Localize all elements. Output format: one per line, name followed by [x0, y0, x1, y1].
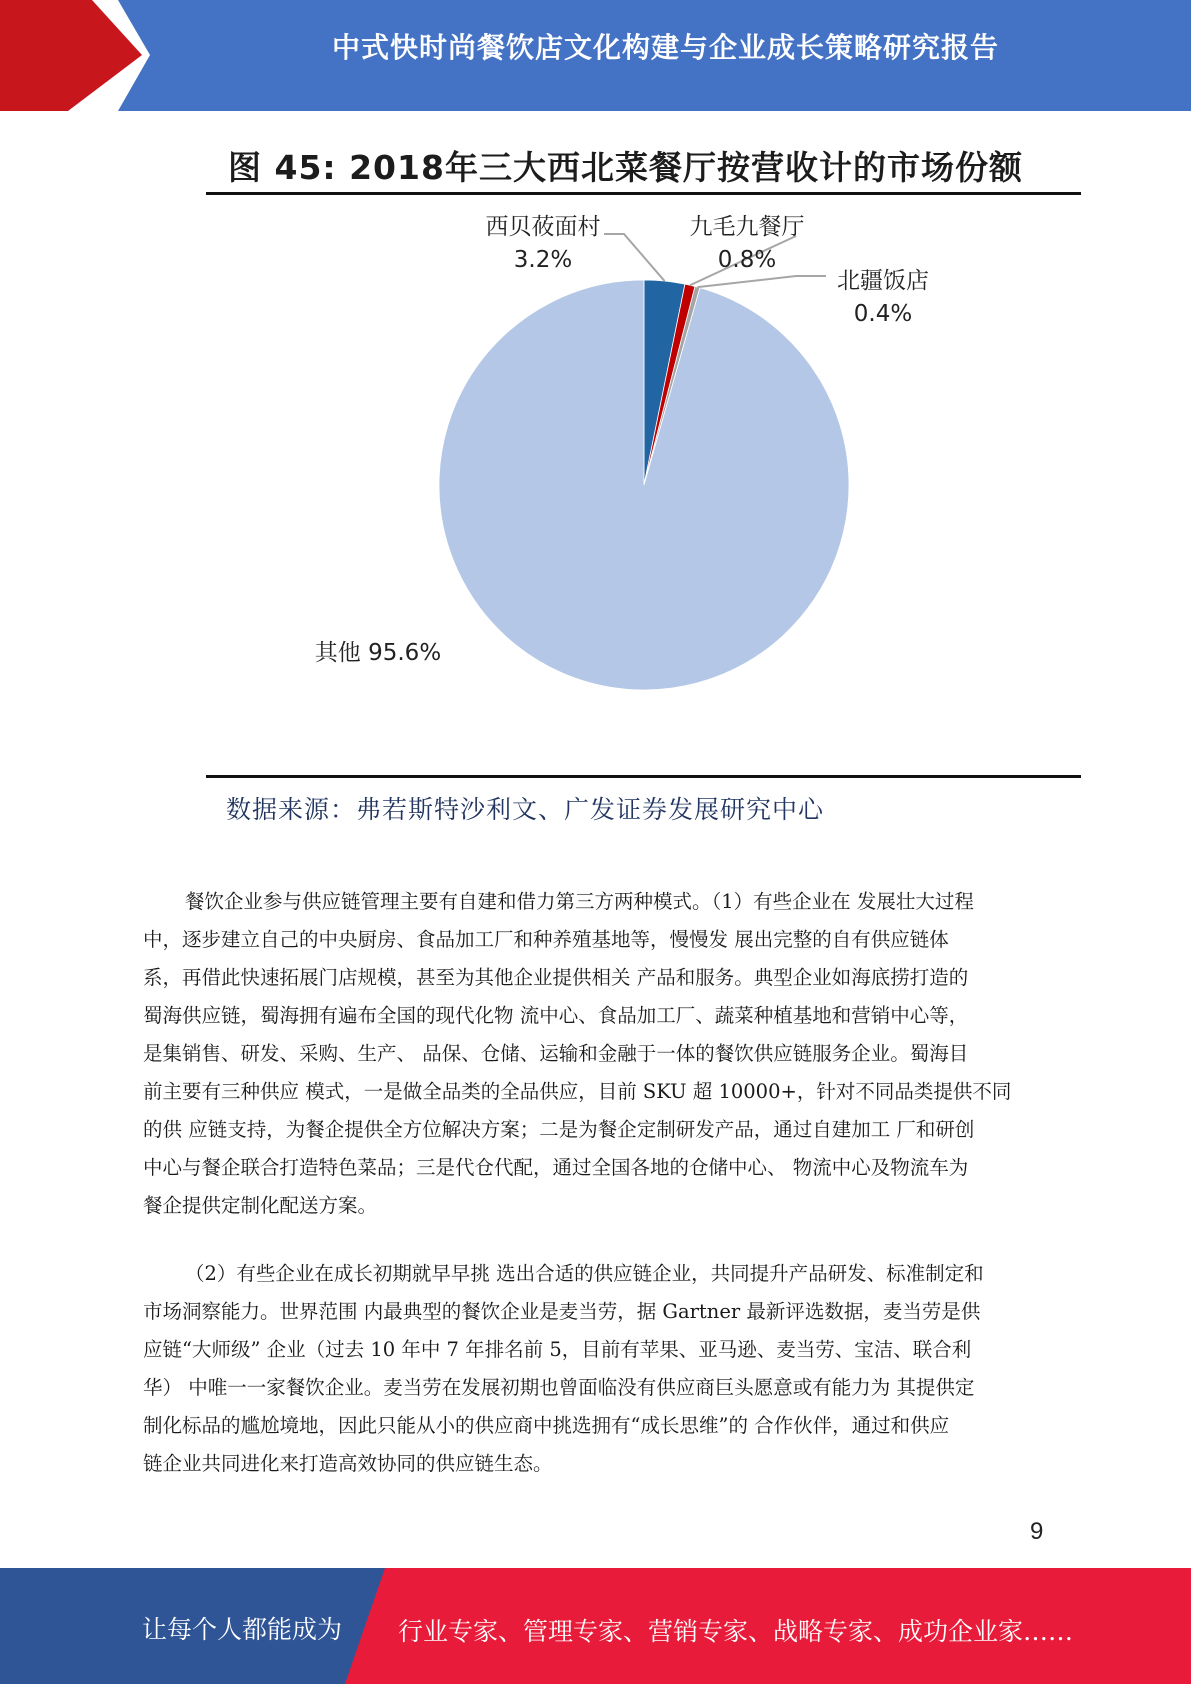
paragraph-line: 制化标品的尴尬境地，因此只能从小的供应商中挑选拥有“成长思维”的 合作伙伴，通过和供应: [143, 1414, 950, 1437]
paragraph-line: 餐饮企业参与供应链管理主要有自建和借力第三方两种模式。（1）有些企业在 发展壮大过程: [185, 890, 974, 913]
paragraph-1: [143, 883, 1048, 1225]
paragraph-line: 系，再借此快速拓展门店规模，甚至为其他企业提供相关 产品和服务。典型企业如海底捞打造的: [143, 966, 969, 989]
page-number: 9: [1030, 1518, 1044, 1545]
figure-source: 数据来源：弗若斯特沙利文、广发证券发展研究中心: [226, 795, 825, 824]
figure-title: 图 45: 2018年三大西北菜餐厅按营收计的市场份额: [228, 148, 1023, 187]
leader-line: [604, 234, 665, 281]
paragraph-line: 餐企提供定制化配送方案。: [143, 1194, 378, 1217]
footer-slogan-right: 行业专家、管理专家、营销专家、战略专家、成功企业家……: [398, 1617, 1074, 1646]
slice-label-name: 北疆饭店: [837, 268, 929, 294]
paragraph-line: 中心与餐企联合打造特色菜品；三是代仓代配，通过全国各地的仓储中心、 物流中心及物流车为: [143, 1156, 969, 1179]
pie-slices: [439, 280, 849, 690]
paragraph-line: 市场洞察能力。世界范围 内最典型的餐饮企业是麦当劳，据 Gartner 最新评选数据，麦当劳是供: [143, 1300, 981, 1323]
paragraph-line: 是集销售、研发、采购、生产、 品保、仓储、运输和金融于一体的餐饮供应链服务企业。蜀海目: [143, 1042, 969, 1065]
market-share-pie-chart: [206, 196, 1081, 771]
slice-label-other: 其他 95.6%: [314, 640, 442, 666]
paragraph-line: 蜀海供应链，蜀海拥有遍布全国的现代化物 流中心、食品加工厂、蔬菜种植基地和营销中心等，: [143, 1004, 969, 1027]
footer-slogan-left: 让每个人都能成为: [142, 1615, 343, 1644]
paragraph-line: 的供 应链支持，为餐企提供全方位解决方案；二是为餐企定制研发产品，通过自建加工 厂和研创: [143, 1118, 975, 1141]
leader-line: [697, 276, 826, 287]
paragraph-line: 链企业共同进化来打造高效协同的供应链生态。: [143, 1452, 553, 1475]
slice-label-value: 0.4%: [853, 301, 913, 327]
paragraph-line: 中，逐步建立自己的中央厨房、食品加工厂和种养殖基地等，慢慢发 展出完整的自有供应链体: [143, 928, 949, 951]
label-leaders: [604, 234, 826, 287]
paragraph-2: [143, 1255, 1048, 1483]
figure-bottom-rule: [206, 775, 1081, 778]
slice-label-value: 3.2%: [513, 247, 573, 273]
report-title: 中式快时尚餐饮店文化构建与企业成长策略研究报告: [331, 31, 999, 64]
pie-slice: [439, 280, 849, 690]
slice-label-name: 九毛九餐厅: [689, 214, 805, 240]
paragraph-line: 应链“大师级” 企业（过去 10 年中 7 年排名前 5，目前有苹果、亚马逊、麦当劳、宝洁、联合利: [143, 1338, 972, 1361]
page-header: [0, 0, 1191, 111]
paragraph-line: 华） 中唯一一家餐饮企业。麦当劳在发展初期也曾面临没有供应商巨头愿意或有能力为 其提供定: [143, 1376, 975, 1399]
slice-label-name: 西贝莜面村: [485, 214, 601, 240]
figure-top-rule: [206, 192, 1081, 195]
paragraph-line: （2）有些企业在成长初期就早早挑 选出合适的供应链企业，共同提升产品研发、标准制定和: [185, 1262, 984, 1285]
slice-label-value: 0.8%: [717, 247, 777, 273]
paragraph-line: 前主要有三种供应 模式，一是做全品类的全品供应，目前 SKU 超 10000+，针对不同品类提供不同: [143, 1080, 1012, 1103]
